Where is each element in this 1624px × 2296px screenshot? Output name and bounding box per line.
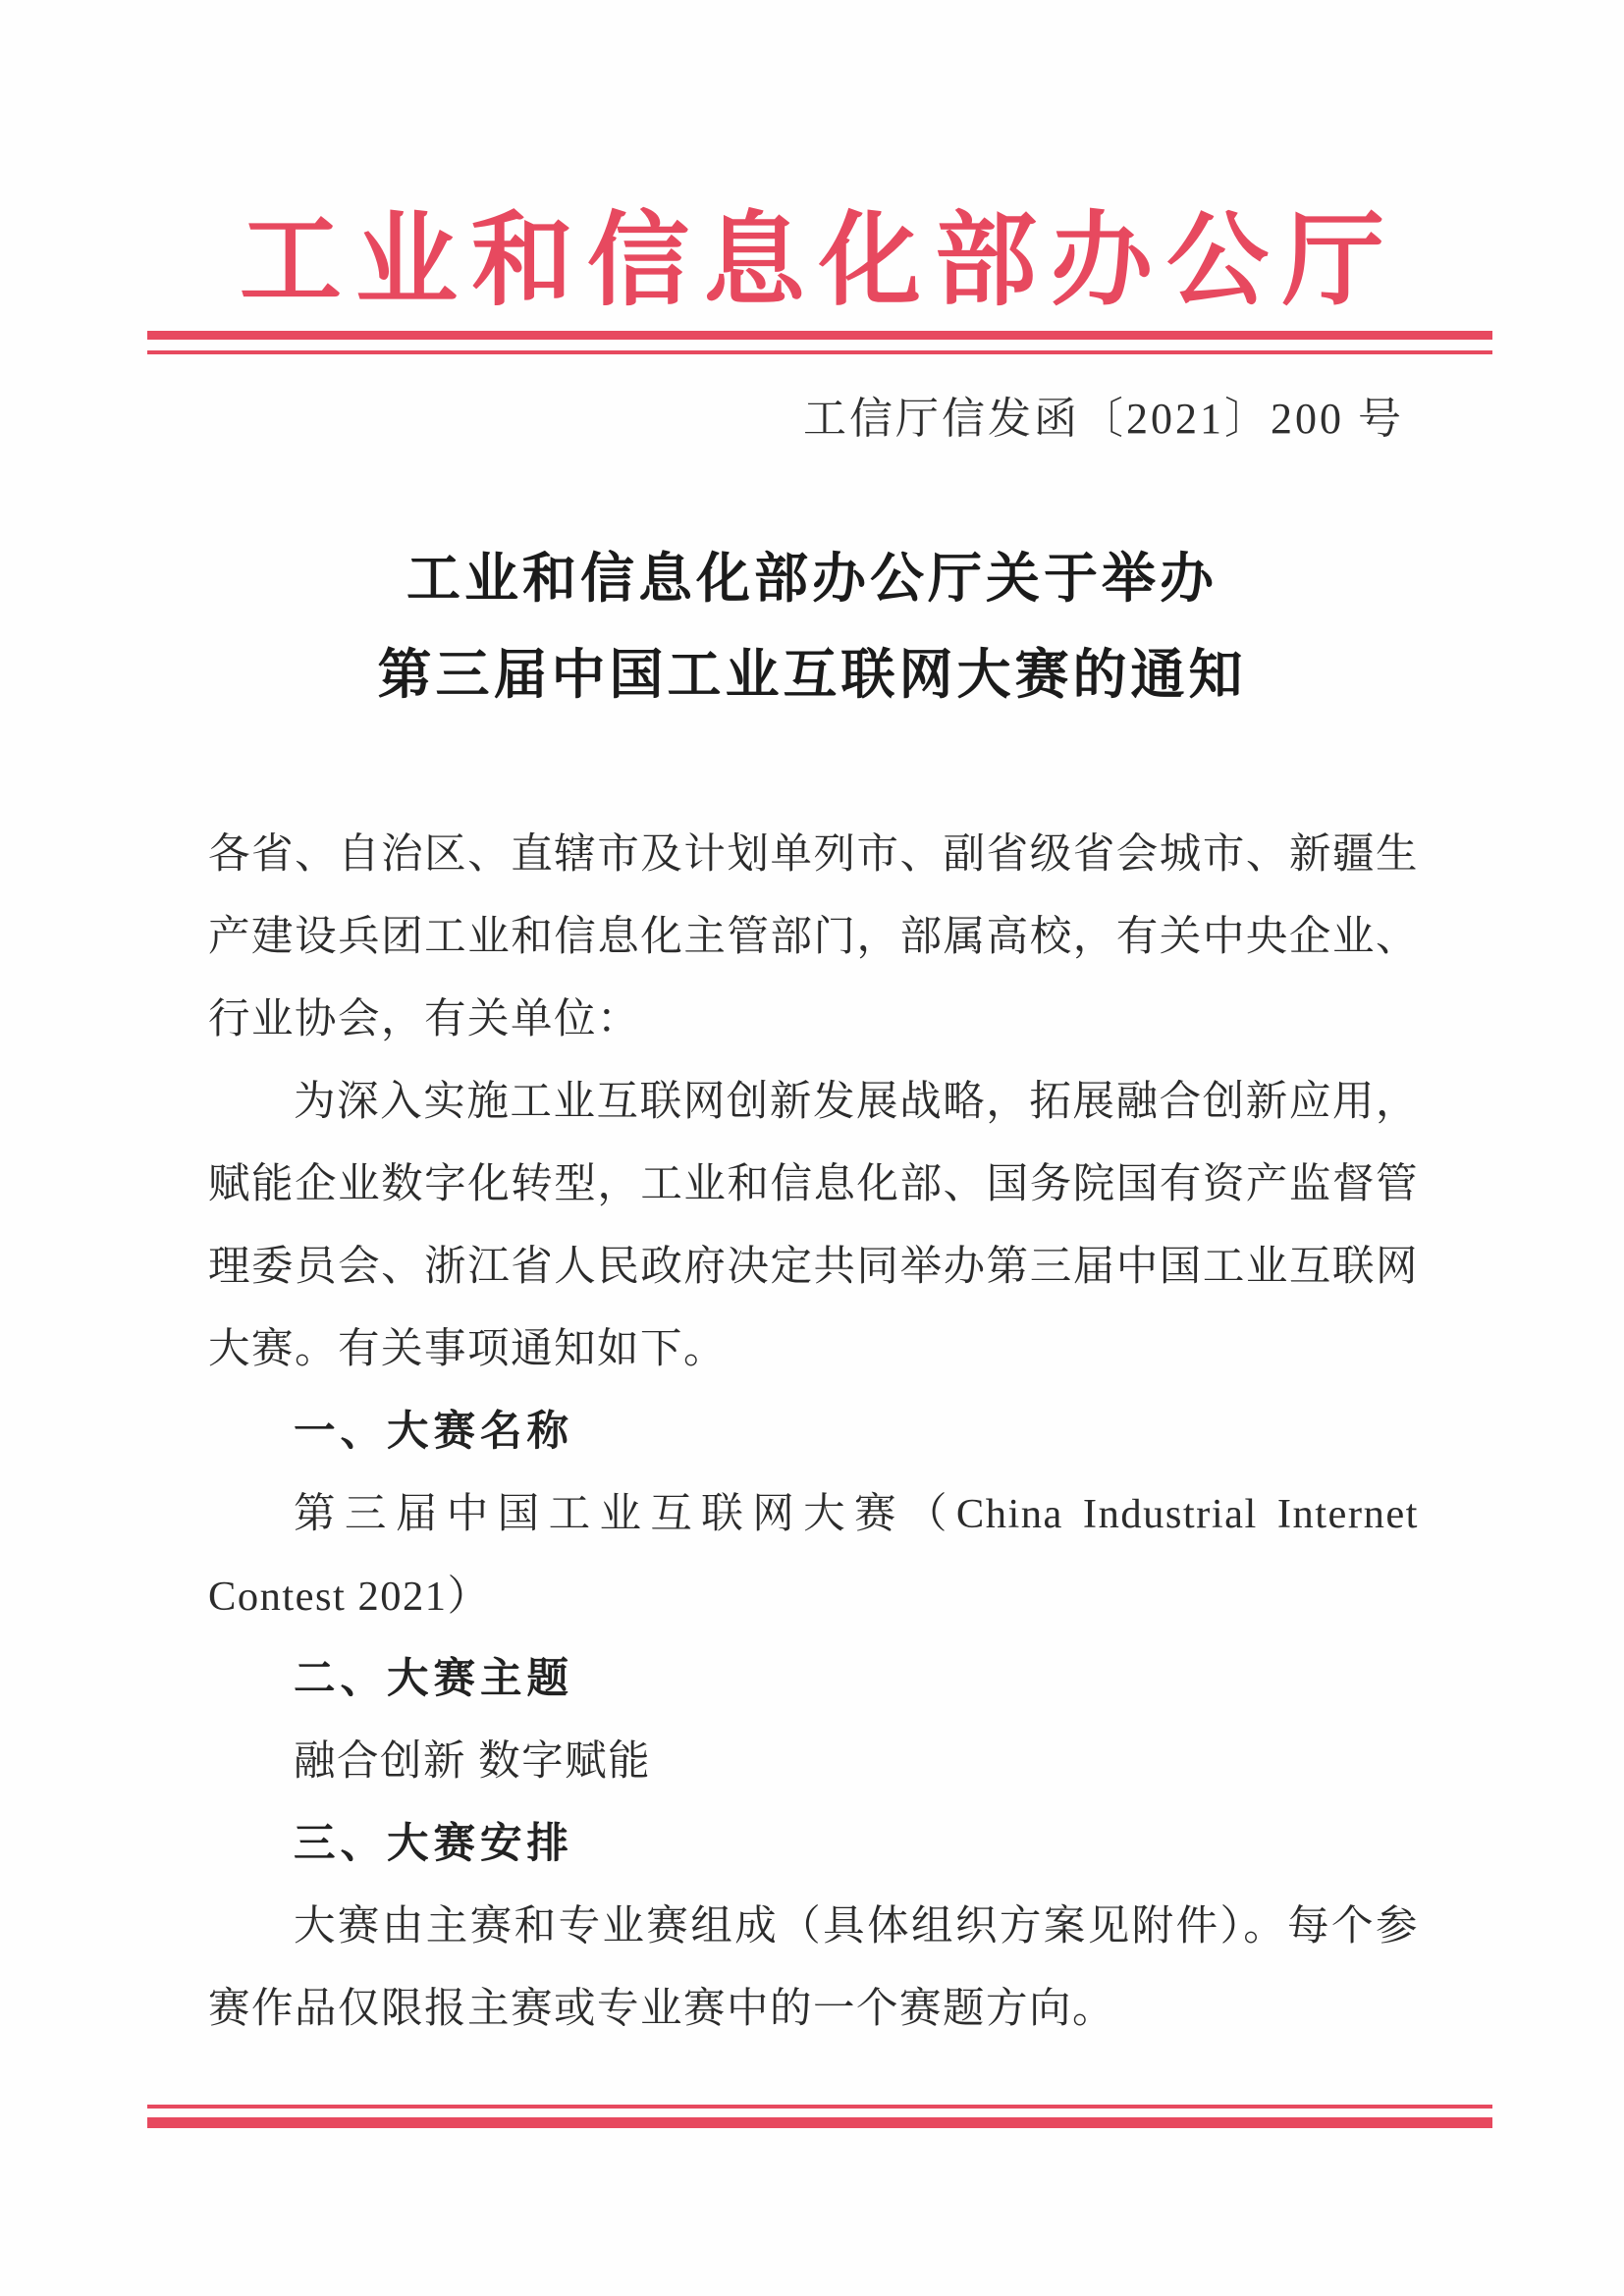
body-line: 各省、自治区、直辖市及计划单列市、副省级省会城市、新疆生 xyxy=(208,831,1419,878)
body-line: 为深入实施工业互联网创新发展战略，拓展融合创新应用， xyxy=(294,1079,1419,1125)
body-line: Contest 2021） xyxy=(208,1574,491,1620)
red-divider-top-thin xyxy=(147,350,1492,354)
section-heading-2: 二、大赛主题 xyxy=(294,1655,574,1703)
body-line: 理委员会、浙江省人民政府决定共同举办第三届中国工业互联网 xyxy=(208,1244,1419,1290)
section-heading-3: 三、大赛安排 xyxy=(294,1820,574,1868)
body-line: 大赛由主赛和专业赛组成（具体组织方案见附件）。每个参 xyxy=(294,1903,1419,1949)
body-line: 融合创新 数字赋能 xyxy=(294,1738,652,1785)
document-reference-number: 工信厅信发函〔2021〕200 号 xyxy=(803,395,1404,443)
body-line: 行业协会，有关单位： xyxy=(208,996,641,1042)
document-body xyxy=(208,814,1419,2051)
body-line: 产建设兵团工业和信息化主管部门，部属高校，有关中央企业、 xyxy=(208,914,1419,960)
document-title-line-1: 工业和信息化部办公厅关于举办 xyxy=(406,546,1218,610)
letterhead-org-title: 工业和信息化部办公厅 xyxy=(239,199,1398,320)
document-title xyxy=(0,530,1624,722)
document-title-line-2: 第三届中国工业互联网大赛的通知 xyxy=(377,642,1247,706)
section-heading-1: 一、大赛名称 xyxy=(294,1408,574,1456)
body-line: 大赛。有关事项通知如下。 xyxy=(208,1326,728,1372)
red-divider-top-thick xyxy=(147,331,1492,340)
body-line: 赛作品仅限报主赛或专业赛中的一个赛题方向。 xyxy=(208,1986,1116,2032)
red-divider-bottom-thin xyxy=(147,2105,1492,2109)
body-line: 第三届中国工业互联网大赛（China Industrial Internet xyxy=(294,1491,1419,1537)
body-line: 赋能企业数字化转型，工业和信息化部、国务院国有资产监督管 xyxy=(208,1161,1419,1207)
red-divider-bottom-thick xyxy=(147,2117,1492,2128)
